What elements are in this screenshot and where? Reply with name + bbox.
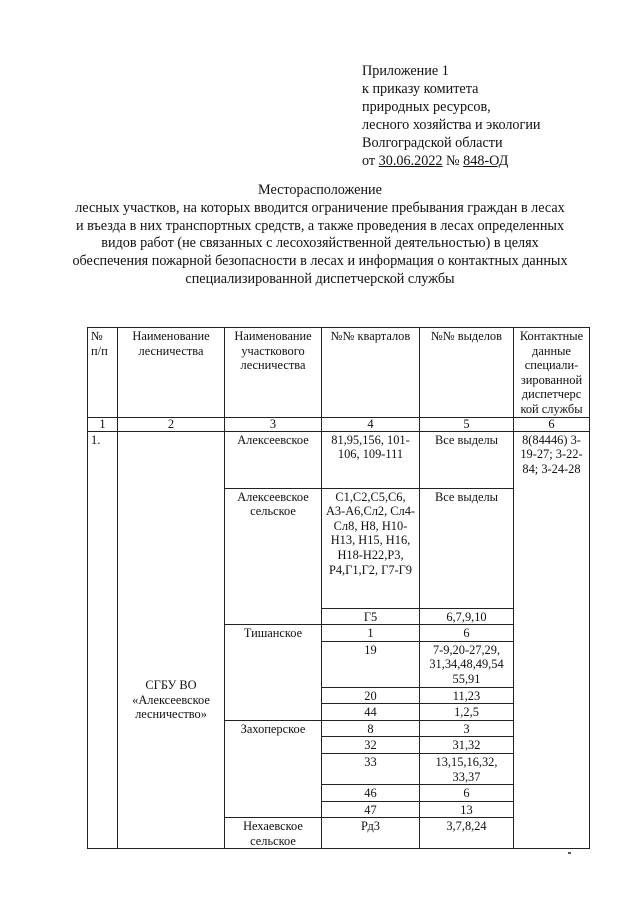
scan-speck (568, 852, 571, 854)
subforestry-name: Тишанское (225, 625, 322, 721)
allotments-cell: 1,2,5 (420, 704, 514, 721)
quarters-cell: 81,95,156, 101-106, 109-111 (322, 431, 420, 488)
appendix-line: к приказу комитета (362, 81, 479, 97)
subforestry-name: Нехаевское сельское (225, 818, 322, 849)
order-number: 848-ОД (463, 153, 509, 169)
allotments-cell: 6,7,9,10 (420, 608, 514, 625)
allotments-cell: 3,7,8,24 (420, 818, 514, 849)
col-header-quarters: №№ кварталов (322, 328, 420, 418)
col-header-number: № п/п (88, 328, 118, 418)
table-header-row (88, 328, 590, 418)
allotments-cell: 11,23 (420, 687, 514, 704)
document-heading (70, 182, 570, 289)
col-number: 1 (88, 417, 118, 431)
allotments-cell: Все выделы (420, 431, 514, 488)
quarters-cell: 20 (322, 687, 420, 704)
subforestry-name: Алексеевское сельское (225, 488, 322, 625)
quarters-cell: С1,С2,С5,С6, А3-А6,Сл2, Сл4-Сл8, Н8, Н10-Н13, Н15, Н16, Н18-Н22,Р3, Р4,Г1,Г2, Г7-Г9 (322, 488, 420, 608)
allotments-cell: 31,32 (420, 737, 514, 754)
appendix-line: Волгоградской области (362, 135, 503, 151)
allotments-cell: 7-9,20-27,29, 31,34,48,49,54 55,91 (420, 641, 514, 687)
quarters-cell: 44 (322, 704, 420, 721)
col-header-contacts: Контактные данные специали-зированной диспетчерс кой службы (514, 328, 590, 418)
quarters-cell: Г5 (322, 608, 420, 625)
order-reference: от 30.06.2022 № 848-ОД (362, 153, 509, 169)
allotments-cell: Все выделы (420, 488, 514, 608)
quarters-cell: 33 (322, 753, 420, 784)
forest-areas-table (87, 327, 590, 849)
col-number: 5 (420, 417, 514, 431)
document-subtitle: лесных участков, на которых вводится ограничение пребывания граждан в лесах и въезда в них транспортных средств, а также проведения в лесах определенных видов работ (не связанных с лесохозяйственной деятельностью) в целях обеспечения пожарной безопасности в лесах и информация о контактных данных специализированной диспетчерской службы (72, 199, 568, 287)
forestry-name: СГБУ ВО «Алексеевское лесничество» (118, 431, 225, 849)
quarters-cell: 32 (322, 737, 420, 754)
col-number: 4 (322, 417, 420, 431)
appendix-block (362, 62, 622, 170)
contacts-cell: 8(84446) 3-19-27; 3-22-84; 3-24-28 (514, 431, 590, 849)
allotments-cell: 13,15,16,32, 33,37 (420, 753, 514, 784)
appendix-line: природных ресурсов, (362, 99, 491, 115)
column-number-row (88, 417, 590, 431)
subforestry-name: Захоперское (225, 720, 322, 818)
col-header-forestry: Наименование лесничества (118, 328, 225, 418)
order-date: 30.06.2022 (378, 153, 443, 169)
col-number: 3 (225, 417, 322, 431)
quarters-cell: 1 (322, 625, 420, 642)
quarters-cell: Рд3 (322, 818, 420, 849)
allotments-cell: 6 (420, 785, 514, 802)
appendix-line: лесного хозяйства и экологии (362, 117, 541, 133)
quarters-cell: 19 (322, 641, 420, 687)
allotments-cell: 6 (420, 625, 514, 642)
table-row (88, 431, 590, 488)
col-number: 6 (514, 417, 590, 431)
subforestry-name: Алексеевское (225, 431, 322, 488)
col-header-subforestry: Наименование участкового лесничества (225, 328, 322, 418)
allotments-cell: 13 (420, 801, 514, 818)
quarters-cell: 47 (322, 801, 420, 818)
col-number: 2 (118, 417, 225, 431)
row-number: 1. (88, 431, 118, 849)
quarters-cell: 46 (322, 785, 420, 802)
allotments-cell: 3 (420, 720, 514, 737)
document-title: Месторасположение (258, 182, 382, 198)
quarters-cell: 8 (322, 720, 420, 737)
col-header-allotments: №№ выделов (420, 328, 514, 418)
appendix-line: Приложение 1 (362, 63, 449, 79)
